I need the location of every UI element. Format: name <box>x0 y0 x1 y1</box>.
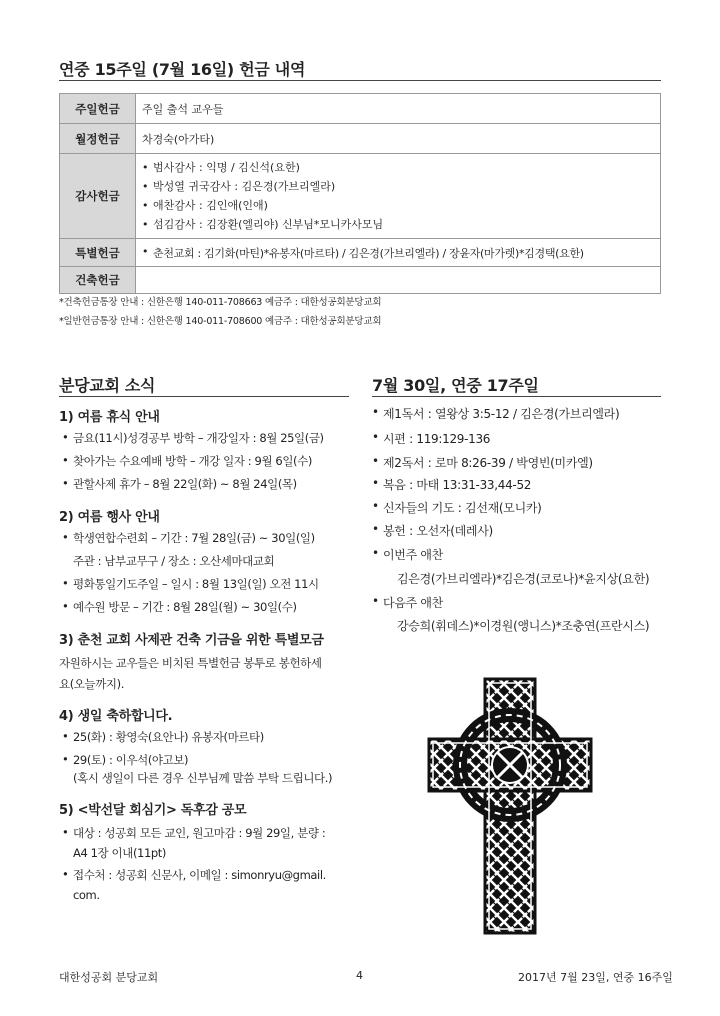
next-sunday-title: 7월 30일, 연중 17주일 <box>372 376 539 395</box>
page-number: 4 <box>356 969 363 982</box>
list-item-continued: 주관 : 남부교무구 / 장소 : 오산세마대교회 <box>73 554 275 568</box>
list-item: • 대상 : 성공회 모든 교인, 원고마감 : 9월 29일, 분량 : <box>62 825 325 841</box>
list-item: • 평화통일기도주일 – 일시 : 8월 13일(일) 오전 11시 <box>62 576 319 592</box>
section-heading: 2) 여름 행사 안내 <box>59 510 160 525</box>
row-value: 차경숙(아가타) <box>136 124 661 154</box>
list-item: • 학생연합수련회 – 기간 : 7월 28일(금) ~ 30일(일) <box>62 530 315 546</box>
offering-title: 연중 15주일 (7월 16일) 헌금 내역 <box>59 60 306 79</box>
fellowship-names: 김은경(가브리엘라)*김은경(코로나)*윤지상(요한) <box>397 572 650 586</box>
paragraph-line: 자원하시는 교우들은 비치된 특별헌금 봉투로 봉헌하세 <box>59 656 322 670</box>
list-item-continued: A4 1장 이내(11pt) <box>73 846 166 860</box>
news-title: 분당교회 소식 <box>59 376 156 395</box>
list-item: • 금요(11시)성경공부 방학 – 개강일자 : 8월 25일(금) <box>62 430 324 446</box>
schedule-item: • 이번주 애찬 <box>372 546 443 563</box>
section-heading: 5) <박선달 회심기> 독후감 공모 <box>59 803 247 818</box>
offering-table <box>59 93 661 294</box>
list-item: • 29(토) : 이우석(야고보) <box>62 752 188 768</box>
list-item: • 25(화) : 황영숙(요안나) 유봉자(마르타) <box>62 729 264 745</box>
table-row <box>60 124 661 154</box>
celtic-cross-icon <box>427 677 593 935</box>
row-label: 특별헌금 <box>60 239 136 267</box>
schedule-item: • 신자들의 기도 : 김선재(모니카) <box>372 499 542 516</box>
list-item-continued: com. <box>73 888 100 902</box>
row-label: 월정헌금 <box>60 124 136 154</box>
table-row <box>60 94 661 124</box>
table-row <box>60 267 661 294</box>
schedule-item: • 제2독서 : 로마 8:26-39 / 박영빈(미카엘) <box>372 454 593 471</box>
fellowship-names: 강승희(휘데스)*이경원(앵니스)*조충연(프란시스) <box>397 619 650 633</box>
section-heading: 1) 여름 휴식 안내 <box>59 410 160 425</box>
footer-church: 대한성공회 분당교회 <box>59 971 159 984</box>
section-heading: 3) 춘천 교회 사제관 건축 기금을 위한 특별모금 <box>59 633 324 648</box>
list-item: • 예수원 방문 – 기간 : 8월 28일(월) ~ 30일(수) <box>62 599 297 615</box>
list-item: • 접수처 : 성공회 신문사, 이메일 : simonryu@gmail. <box>62 867 326 883</box>
table-row <box>60 154 661 239</box>
list-item: • 찾아가는 수요예배 방학 – 개강 일자 : 9월 6일(수) <box>62 453 312 469</box>
row-label: 건축헌금 <box>60 267 136 294</box>
footer-date: 2017년 7월 23일, 연중 16주일 <box>518 971 673 984</box>
special-item: • 춘천교회 : 김기화(마틴)*유봉자(마르타) / 김은경(가브리엘라) / 장윤자(마가렛)*김경택(요한) <box>142 245 654 261</box>
thanks-item: • 애찬감사 : 김인애(인애) <box>142 196 654 215</box>
thanks-item: • 섬김감사 : 김장환(엘리야) 신부님*모니카사모님 <box>142 215 654 234</box>
schedule-item: • 제1독서 : 열왕상 3:5-12 / 김은경(가브리엘라) <box>372 405 619 422</box>
schedule-item: • 시편 : 119:129-136 <box>372 430 490 447</box>
next-sunday-title-rule <box>372 396 661 397</box>
offering-title-rule <box>59 80 661 81</box>
row-label: 감사헌금 <box>60 154 136 239</box>
thanks-item: • 박성열 귀국감사 : 김은경(가브리엘라) <box>142 177 654 196</box>
paragraph-line: 요(오늘까지). <box>59 677 124 691</box>
schedule-item: • 복음 : 마태 13:31-33,44-52 <box>372 476 531 493</box>
account-note: *일반헌금통장 안내 : 신한은행 140-011-708600 예금주 : 대한성공회분당교회 <box>59 316 382 327</box>
row-value: 주일 출석 교우들 <box>136 94 661 124</box>
table-row <box>60 239 661 267</box>
list-item: • 관할사제 휴가 – 8월 22일(화) ~ 8월 24일(목) <box>62 476 297 492</box>
schedule-item: • 다음주 애찬 <box>372 594 443 611</box>
row-value <box>136 267 661 294</box>
schedule-item: • 봉헌 : 오선자(데레사) <box>372 522 493 539</box>
row-label: 주일헌금 <box>60 94 136 124</box>
news-title-rule <box>59 396 349 397</box>
thanks-item: • 범사감사 : 익명 / 김신석(요한) <box>142 158 654 177</box>
list-item-continued: (혹시 생일이 다른 경우 신부님께 말씀 부탁 드립니다.) <box>73 771 333 785</box>
section-heading: 4) 생일 축하합니다. <box>59 709 173 724</box>
account-note: *건축헌금통장 안내 : 신한은행 140-011-708663 예금주 : 대한성공회분당교회 <box>59 297 382 308</box>
